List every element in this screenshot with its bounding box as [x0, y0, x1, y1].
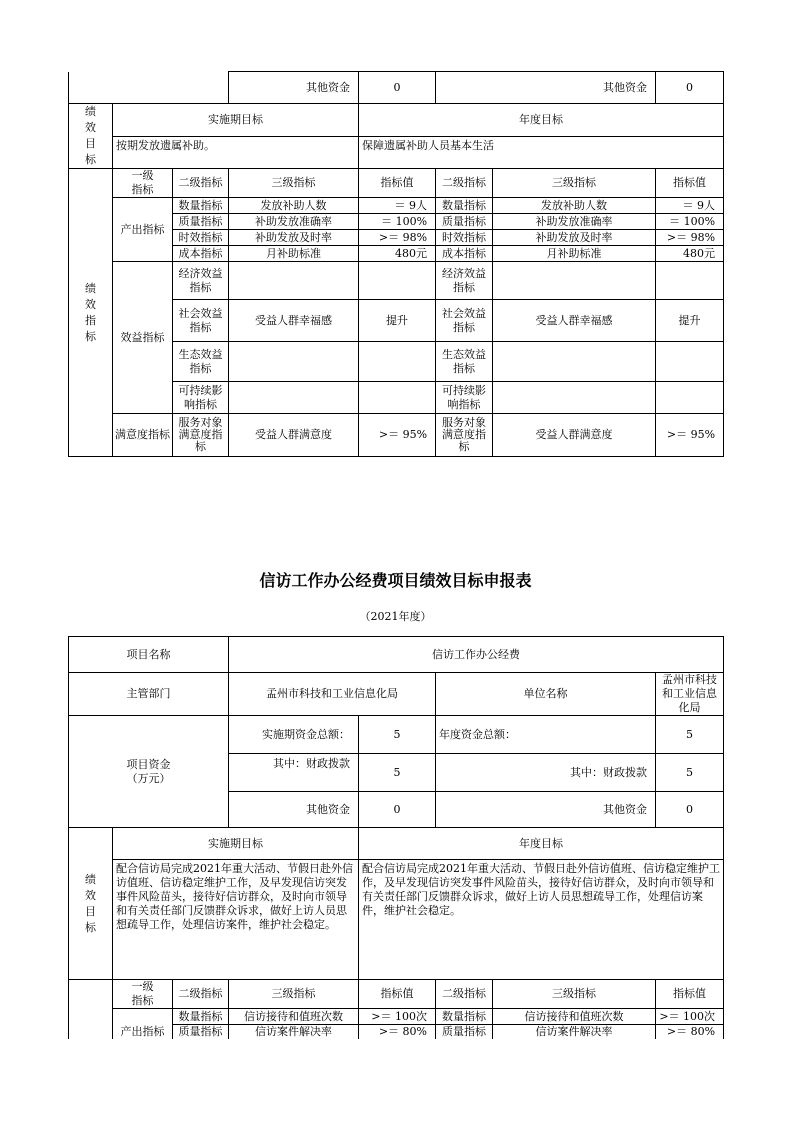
level3-cell	[493, 342, 656, 382]
year-total-value: 5	[656, 716, 724, 754]
value-cell: >＝ 98%	[656, 230, 724, 246]
value-cell: >＝ 98%	[359, 230, 436, 246]
level2-cell: 可持续影 响指标	[173, 382, 229, 414]
performance-table-2	[68, 636, 724, 1039]
value-cell	[656, 262, 724, 300]
value-cell: >＝ 95%	[359, 414, 436, 457]
level3-cell: 受益人群幸福感	[229, 300, 359, 342]
year-goal-header: 年度目标	[359, 828, 724, 860]
perf-goal-label: 绩 效 目 标	[69, 828, 113, 980]
header-level1: 一级 指标	[113, 169, 173, 198]
level2-cell: 数量指标	[436, 198, 493, 214]
other-funds-label: 其他资金	[229, 72, 359, 104]
level2-cell: 时效指标	[173, 230, 229, 246]
value-cell	[359, 262, 436, 300]
header-level2-year: 二级指标	[436, 980, 493, 1009]
header-level1: 一级 指标	[113, 980, 173, 1009]
header-level3: 三级指标	[229, 169, 359, 198]
year-other-funds-label: 其他资金	[436, 72, 656, 104]
value-cell	[359, 342, 436, 382]
year-goal-text: 配合信访局完成2021年重大活动、节假日赴外信访值班、信访稳定维护工作，及早发现信访突发事件风险苗头，接待好信访群众，及时向市领导和有关责任部门反馈群众诉求，做好上访人员思想疏导工作，处理信访案件，维护社会稳定。	[359, 860, 724, 980]
level3-cell: 受益人群幸福感	[493, 300, 656, 342]
level2-cell: 服务对象 满意度指 标	[173, 414, 229, 457]
year-total-label: 年度资金总额：	[436, 716, 656, 754]
level2-cell: 服务对象 满意度指 标	[436, 414, 493, 457]
level3-cell: 受益人群满意度	[229, 414, 359, 457]
value-cell	[359, 382, 436, 414]
form-title: 信访工作办公经费项目绩效目标申报表	[259, 571, 532, 590]
project-funds-label: 项目资金 （万元）	[69, 716, 229, 828]
level3-cell	[229, 262, 359, 300]
year-fiscal-value: 5	[656, 754, 724, 792]
impl-total-label: 实施期资金总额：	[229, 716, 359, 754]
level2-cell: 社会效益 指标	[173, 300, 229, 342]
dept-label: 主管部门	[69, 673, 229, 716]
project-name-label: 项目名称	[69, 637, 229, 673]
value-cell: ＝ 9人	[359, 198, 436, 214]
header-value: 指标值	[359, 169, 436, 198]
year-other-value: 0	[656, 792, 724, 828]
level2-cell: 生态效益 指标	[436, 342, 493, 382]
header-level2: 二级指标	[173, 980, 229, 1009]
satisfaction-indicator-label: 满意度指标	[113, 414, 173, 457]
level3-cell: 信访案件解决率	[229, 1025, 359, 1040]
header-value-year: 指标值	[656, 169, 724, 198]
impl-fiscal-label: 其中：财政拨款	[229, 754, 359, 792]
blank-cell	[69, 72, 229, 104]
output-indicator-label: 产出指标	[113, 1009, 173, 1040]
level3-cell: 信访接待和值班次数	[493, 1009, 656, 1025]
header-level2-year: 二级指标	[436, 169, 493, 198]
header-level3: 三级指标	[229, 980, 359, 1009]
impl-goal-header: 实施期目标	[113, 828, 359, 860]
header-value: 指标值	[359, 980, 436, 1009]
level2-cell: 成本指标	[436, 246, 493, 262]
level3-cell: 补助发放及时率	[229, 230, 359, 246]
year-goal-header: 年度目标	[359, 104, 724, 137]
unit-value: 孟州市科技和工业信息化局	[656, 673, 724, 716]
value-cell: >＝ 100次	[656, 1009, 724, 1025]
level3-cell	[493, 262, 656, 300]
value-cell: >＝ 95%	[656, 414, 724, 457]
table-row	[69, 414, 724, 457]
impl-goal-text: 按期发放遗属补助。	[113, 136, 359, 169]
benefit-indicator-label: 效益指标	[113, 262, 173, 414]
level2-cell: 质量指标	[436, 214, 493, 230]
impl-goal-text: 配合信访局完成2021年重大活动、节假日赴外信访值班、信访稳定维护工作，及早发现信访突发事件风险苗头，接待好信访群众，及时向市领导和有关责任部门反馈群众诉求，做好上访人员思想疏导工作，处理信访案件，维护社会稳定。	[113, 860, 359, 980]
level2-cell: 经济效益 指标	[436, 262, 493, 300]
value-cell: >＝ 80%	[359, 1025, 436, 1040]
level2-cell: 数量指标	[173, 1009, 229, 1025]
level2-cell: 时效指标	[436, 230, 493, 246]
dept-value: 孟州市科技和工业信息化局	[229, 673, 436, 716]
value-cell: >＝ 100次	[359, 1009, 436, 1025]
unit-label: 单位名称	[436, 673, 656, 716]
year-fiscal-label: 其中：财政拨款	[436, 754, 656, 792]
level2-cell: 经济效益 指标	[173, 262, 229, 300]
level2-cell: 成本指标	[173, 246, 229, 262]
table-row	[69, 1009, 724, 1025]
level3-cell: 信访接待和值班次数	[229, 1009, 359, 1025]
header-value-year: 指标值	[656, 980, 724, 1009]
impl-other-value: 0	[359, 792, 436, 828]
table-row	[69, 198, 724, 214]
level3-cell: 发放补助人数	[493, 198, 656, 214]
level3-cell	[229, 342, 359, 382]
level3-cell: 补助发放准确率	[493, 214, 656, 230]
level2-cell: 生态效益 指标	[173, 342, 229, 382]
level3-cell	[229, 382, 359, 414]
perf-indicator-label-cell	[69, 980, 113, 1040]
output-indicator-label: 产出指标	[113, 198, 173, 262]
header-level3-year: 三级指标	[493, 169, 656, 198]
perf-indicator-label: 绩 效 指 标	[69, 169, 113, 457]
value-cell: ＝ 9人	[656, 198, 724, 214]
form-year: （2021年度）	[359, 610, 432, 623]
performance-table-1	[68, 71, 724, 457]
year-other-label: 其他资金	[436, 792, 656, 828]
other-funds-value: 0	[359, 72, 436, 104]
level3-cell: 补助发放准确率	[229, 214, 359, 230]
value-cell: 480元	[359, 246, 436, 262]
impl-other-label: 其他资金	[229, 792, 359, 828]
level2-cell: 可持续影 响指标	[436, 382, 493, 414]
level3-cell: 信访案件解决率	[493, 1025, 656, 1040]
level2-cell: 质量指标	[436, 1025, 493, 1040]
header-level3-year: 三级指标	[493, 980, 656, 1009]
value-cell	[656, 382, 724, 414]
year-other-funds-value: 0	[656, 72, 724, 104]
level3-cell: 受益人群满意度	[493, 414, 656, 457]
table-row	[69, 262, 724, 300]
value-cell	[656, 342, 724, 382]
impl-fiscal-value: 5	[359, 754, 436, 792]
level2-cell: 数量指标	[173, 198, 229, 214]
project-name-value: 信访工作办公经费	[229, 637, 724, 673]
impl-total-value: 5	[359, 716, 436, 754]
value-cell: >＝ 80%	[656, 1025, 724, 1040]
level3-cell: 月补助标准	[229, 246, 359, 262]
level2-cell: 数量指标	[436, 1009, 493, 1025]
value-cell: 提升	[656, 300, 724, 342]
header-level2: 二级指标	[173, 169, 229, 198]
impl-goal-header: 实施期目标	[113, 104, 359, 137]
year-goal-text: 保障遗属补助人员基本生活	[359, 136, 724, 169]
level2-cell: 质量指标	[173, 1025, 229, 1040]
level3-cell: 月补助标准	[493, 246, 656, 262]
perf-goal-label: 绩 效 目 标	[69, 104, 113, 169]
value-cell: 480元	[656, 246, 724, 262]
level3-cell	[493, 382, 656, 414]
value-cell: 提升	[359, 300, 436, 342]
level3-cell: 发放补助人数	[229, 198, 359, 214]
level3-cell: 补助发放及时率	[493, 230, 656, 246]
value-cell: ＝ 100%	[656, 214, 724, 230]
value-cell: ＝ 100%	[359, 214, 436, 230]
level2-cell: 质量指标	[173, 214, 229, 230]
level2-cell: 社会效益 指标	[436, 300, 493, 342]
